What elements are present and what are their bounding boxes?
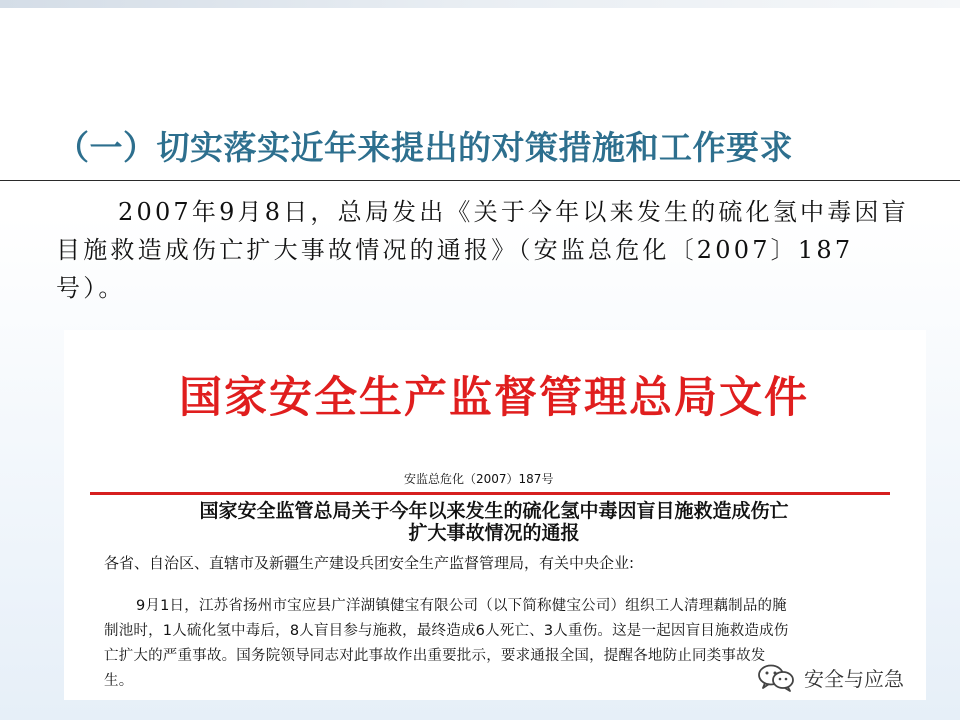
- intro-paragraph-text: 2007年9月8日，总局发出《关于今年以来发生的硫化氢中毒因盲目施救造成伤亡扩大事故情况的通报》（安监总危化〔2007〕187号）。: [56, 198, 909, 302]
- wechat-icon: [756, 662, 796, 692]
- document-header: 国家安全生产监督管理总局文件: [179, 373, 809, 423]
- wechat-watermark: [756, 662, 904, 692]
- document-number: 安监总危化（2007）187号: [404, 472, 554, 486]
- document-body: [104, 594, 794, 694]
- title-divider: [0, 180, 960, 181]
- document-addressee: 各省、自治区、直辖市及新疆生产建设兵团安全生产监督管理局，有关中央企业:: [104, 554, 635, 572]
- document-subject-line-2: 扩大事故情况的通报: [408, 522, 580, 544]
- watermark-text: 安全与应急: [804, 666, 904, 691]
- document-subject-line-1: 国家安全监管总局关于今年以来发生的硫化氢中毒因盲目施救造成伤亡: [199, 500, 789, 522]
- document-subject: [104, 500, 884, 544]
- top-decoration-bar: [0, 0, 960, 8]
- slide-title: （一）切实落实近年来提出的对策措施和工作要求: [56, 128, 793, 167]
- intro-paragraph: [56, 193, 918, 307]
- document-scan: [64, 330, 926, 700]
- document-body-text: 9月1日，江苏省扬州市宝应县广洋湖镇健宝有限公司（以下简称健宝公司）组织工人清理藕制品的腌制池时，1人硫化氢中毒后，8人盲目参与施救，最终造成6人死亡、3人重伤。这是一起因盲目施救造成伤亡扩大的严重事故。国务院领导同志对此事故作出重要批示，要求通报全国，提醒各地防止同类事故发生。: [104, 598, 789, 689]
- document-red-line: [90, 492, 890, 495]
